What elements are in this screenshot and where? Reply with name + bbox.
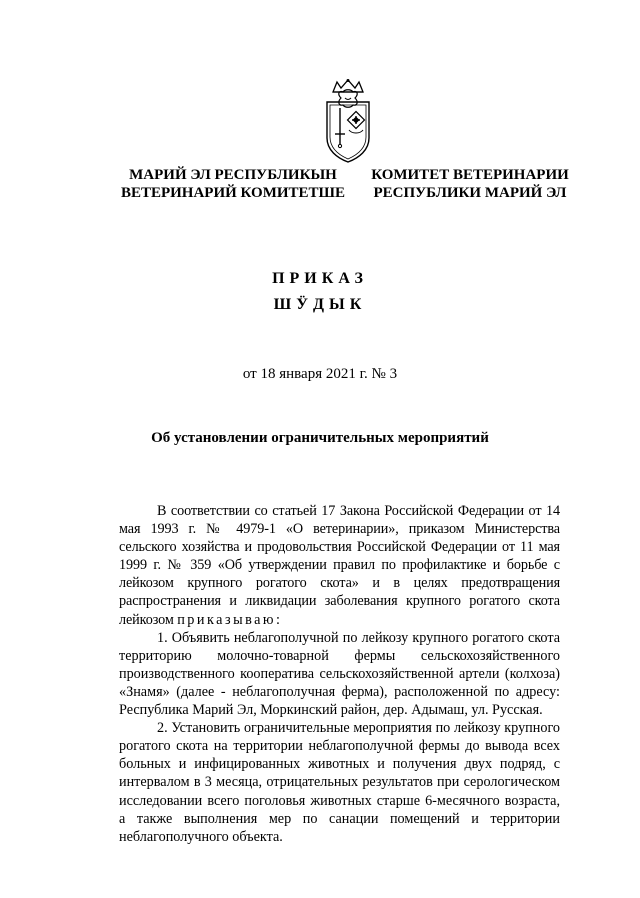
- preamble-text: В соответствии со статьей 17 Закона Российской Федерации от 14 мая 1993 г. № 4979-1 «О ветеринарии», приказом Министерства сельского хозяйства и продовольствия Российской Федерации от 11 мая 1999 г. № 359 «Об утверждении правил по профилактике и борьбе с лейкозом крупного рогатого скота» и в целях предотвращения распространения и ликвидации заболевания крупного рогатого скота лейкозом: [119, 503, 560, 628]
- item-1-paragraph: 1. Объявить неблагополучной по лейкозу крупного рогатого скота территорию молочно-товарной фермы сельскохозяйственного производственного кооператива сельскохозяйственной артели (колхоза) «Знамя» (далее - неблагополучная ферма), расположенной по адресу: Республика Марий Эл, Моркинский район, дер. Адымаш, ул. Русская.: [119, 629, 560, 719]
- coat-of-arms-icon: [319, 78, 377, 164]
- document-title-mari: ШӰДЫК: [273, 296, 367, 313]
- preamble-paragraph: [119, 502, 560, 629]
- document-title-ru: ПРИКАЗ: [272, 270, 368, 287]
- header-left-line2: ВЕТЕРИНАРИЙ КОМИТЕТШЕ: [120, 185, 346, 201]
- document-body: [119, 502, 560, 846]
- document-subject: Об установлении ограничительных мероприятий: [151, 430, 489, 446]
- header-right-name: [370, 166, 570, 202]
- order-word: приказываю:: [177, 611, 283, 628]
- header-right-line2: РЕСПУБЛИКИ МАРИЙ ЭЛ: [373, 185, 567, 201]
- header-left-name: [112, 166, 354, 202]
- header-left-line1: МАРИЙ ЭЛ РЕСПУБЛИКЫН: [129, 167, 337, 183]
- document-date: от 18 января 2021 г. № 3: [242, 366, 398, 382]
- item-2-paragraph: 2. Установить ограничительные мероприятия по лейкозу крупного рогатого скота на территории неблагополучной фермы до вывода всех больных и инфицированных животных и получения двух подряд, с интервалом в 3 месяца, отрицательных результатов при серологическом исследовании всего поголовья животных старше 6-месячного возраста, а также выполнения мер по санации помещений и территории неблагополучного объекта.: [119, 720, 560, 845]
- header-right-line1: КОМИТЕТ ВЕТЕРИНАРИИ: [371, 167, 569, 183]
